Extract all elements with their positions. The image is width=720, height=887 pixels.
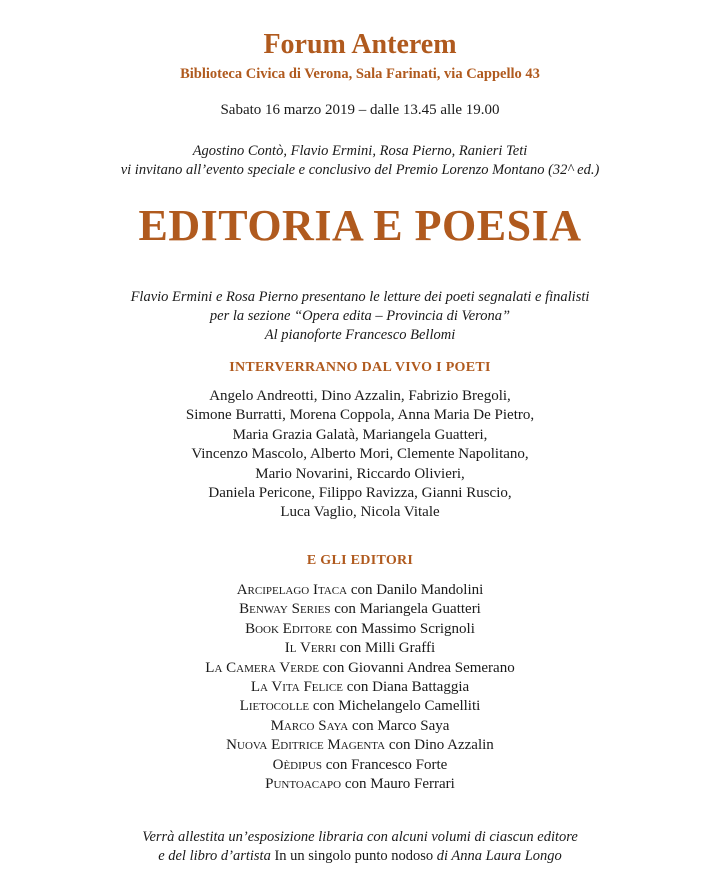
artist-name: di Anna Laura Longo [436, 848, 562, 864]
editor-presenter: con Marco Saya [351, 717, 450, 734]
editor-presenter: con Massimo Scrignoli [335, 620, 475, 637]
event-title: Forum Anterem [263, 29, 457, 60]
editor-presenter: con Milli Graffi [339, 640, 436, 657]
editor-item [0, 717, 720, 736]
footer-line-2 [0, 847, 720, 866]
editor-presenter: con Dino Azzalin [388, 737, 494, 754]
editor-presenter: con Danilo Mandolini [350, 582, 484, 598]
invitation-text [0, 142, 720, 180]
publisher-name: La Vita Felice [250, 679, 343, 696]
poets-line: Luca Vaglio, Nicola Vitale [280, 504, 440, 521]
organizers-line: Agostino Contò, Flavio Ermini, Rosa Pierno, Ranieri Teti [192, 143, 528, 159]
poets-line: Maria Grazia Galatà, Mariangela Guatteri, [232, 426, 488, 443]
poets-line: Mario Novarini, Riccardo Olivieri, [255, 465, 465, 482]
poets-line: Vincenzo Mascolo, Alberto Mori, Clemente Napolitano, [191, 446, 529, 463]
publisher-name: Lietocolle [239, 698, 310, 715]
footer-note [0, 828, 720, 866]
editor-presenter: con Mariangela Guatteri [334, 601, 481, 618]
poets-list [0, 387, 720, 523]
intro-line-3: Al pianoforte Francesco Bellomi [264, 327, 456, 343]
publisher-name: Puntoacapo [265, 776, 342, 793]
publisher-name: Marco Saya [270, 717, 349, 734]
editor-item [0, 775, 720, 794]
publisher-name: Benway Series [239, 601, 331, 618]
editor-item [0, 697, 720, 716]
intro-line-1: Flavio Ermini e Rosa Pierno presentano le letture dei poeti segnalati e finalisti [130, 289, 590, 305]
editors-heading: E GLI EDITORI [306, 553, 414, 568]
publisher-name: Oèdipus [272, 756, 322, 773]
footer-line-1: Verrà allestita un’esposizione libraria con alcuni volumi di ciascun editore [142, 829, 578, 845]
editor-item [0, 678, 720, 697]
intro-line-2: per la sezione “Opera edita – Provincia di Verona” [209, 308, 511, 324]
venue-address: Biblioteca Civica di Verona, Sala Farinati, via Cappello 43 [180, 66, 540, 82]
editor-presenter: con Giovanni Andrea Semerano [322, 659, 515, 676]
publisher-name: La Camera Verde [205, 659, 319, 676]
editor-presenter: con Francesco Forte [325, 756, 448, 773]
editor-presenter: con Michelangelo Camelliti [312, 698, 481, 715]
invite-line: vi invitano all’evento speciale e conclusivo del Premio Lorenzo Montano (32^ ed.) [120, 162, 600, 178]
publisher-name: Arcipelago Itaca [236, 582, 348, 598]
editor-item [0, 659, 720, 678]
footer-text: e del libro d’artista [158, 848, 271, 864]
editor-presenter: con Mauro Ferrari [344, 776, 455, 793]
editor-item [0, 639, 720, 658]
poets-line: Daniela Pericone, Filippo Ravizza, Gianni Ruscio, [208, 485, 512, 502]
poets-heading: INTERVERRANNO DAL VIVO I POETI [229, 360, 491, 375]
publisher-name: Nuova Editrice Magenta [226, 737, 386, 754]
editors-list [0, 581, 720, 794]
editor-item [0, 736, 720, 755]
poets-line: Simone Burratti, Morena Coppola, Anna Maria De Pietro, [185, 407, 535, 424]
editor-item [0, 581, 720, 600]
editor-item [0, 600, 720, 619]
editor-presenter: con Diana Battaggia [346, 679, 470, 696]
publisher-name: Book Editore [245, 620, 332, 637]
main-title: EDITORIA E POESIA [138, 201, 582, 250]
publisher-name: Il Verri [284, 640, 336, 657]
poets-line: Angelo Andreotti, Dino Azzalin, Fabrizio Bregoli, [209, 388, 511, 404]
intro-text [0, 288, 720, 345]
event-date: Sabato 16 marzo 2019 – dalle 13.45 alle 19.00 [220, 102, 500, 118]
artist-book-title: In un singolo punto nodoso [274, 848, 434, 864]
editor-item [0, 620, 720, 639]
editor-item [0, 756, 720, 775]
